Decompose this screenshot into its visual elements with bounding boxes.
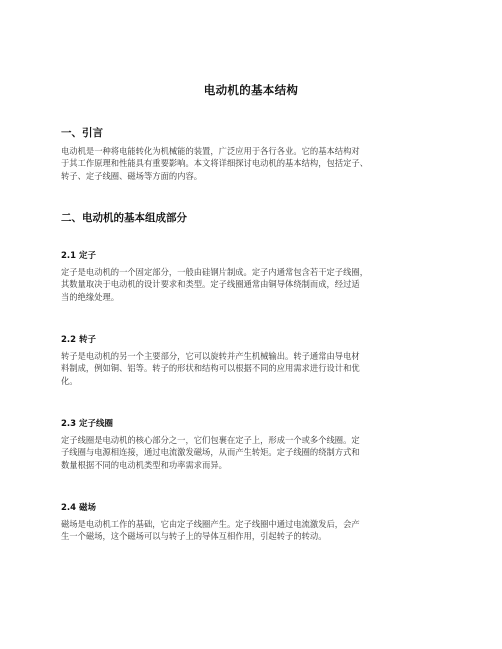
paragraph-line: 于其工作原理和性能具有重要影响。本文将详细探讨电动机的基本结构，包括定子、 [61,158,368,169]
paragraph-line: 料制成，例如铜、铝等。转子的形状和结构可以根据不同的应用需求进行设计和优 [61,363,360,374]
section-heading-introduction: 一、引言 [61,127,103,139]
paragraph-line: 化。 [61,375,78,386]
paragraph-line: 转子、定子线圈、磁场等方面的内容。 [61,170,203,181]
paragraph-line: 电动机是一种将电能转化为机械能的装置，广泛应用于各行各业。它的基本结构对 [61,146,360,156]
subsection-heading-rotor: 2.2 转子 [61,335,97,345]
paragraph-line: 当的绝缘处理。 [61,291,120,302]
stator-coil-paragraph [61,434,441,471]
paragraph-line: 磁场是电动机工作的基础，它由定子线圈产生。定子线圈中通过电流激发后，会产 [61,519,360,529]
paragraph-line: 定子线圈是电动机的核心部分之一，它们包裹在定子上，形成一个或多个线圈。定 [61,435,360,445]
paragraph-line: 数量根据不同的电动机类型和功率需求而异。 [61,459,227,470]
rotor-paragraph [61,350,441,387]
paragraph-line: 生一个磁场，这个磁场可以与转子上的导体互相作用，引起转子的转动。 [61,531,327,542]
stator-paragraph [61,266,441,303]
subsection-heading-stator: 2.1 定子 [61,251,97,261]
introduction-paragraph [61,145,441,182]
paragraph-line: 子线圈与电源相连接，通过电流激发磁场，从而产生转矩。定子线圈的绕制方式和 [61,447,360,458]
paragraph-line: 其数量取决于电动机的设计要求和类型。定子线圈通常由铜导体绕制而成，经过适 [61,279,360,290]
subsection-heading-magnetic-field: 2.4 磁场 [61,503,97,513]
subsection-heading-stator-coil: 2.3 定子线圈 [61,419,114,429]
paragraph-line: 转子是电动机的另一个主要部分，它可以旋转并产生机械输出。转子通常由导电材 [61,351,360,361]
section-heading-components: 二、电动机的基本组成部分 [61,212,187,224]
paragraph-line: 定子是电动机的一个固定部分，一般由硅钢片制成。定子内通常包含若干定子线圈， [61,267,368,277]
magnetic-field-paragraph [61,518,441,543]
document-title: 电动机的基本结构 [203,83,299,97]
